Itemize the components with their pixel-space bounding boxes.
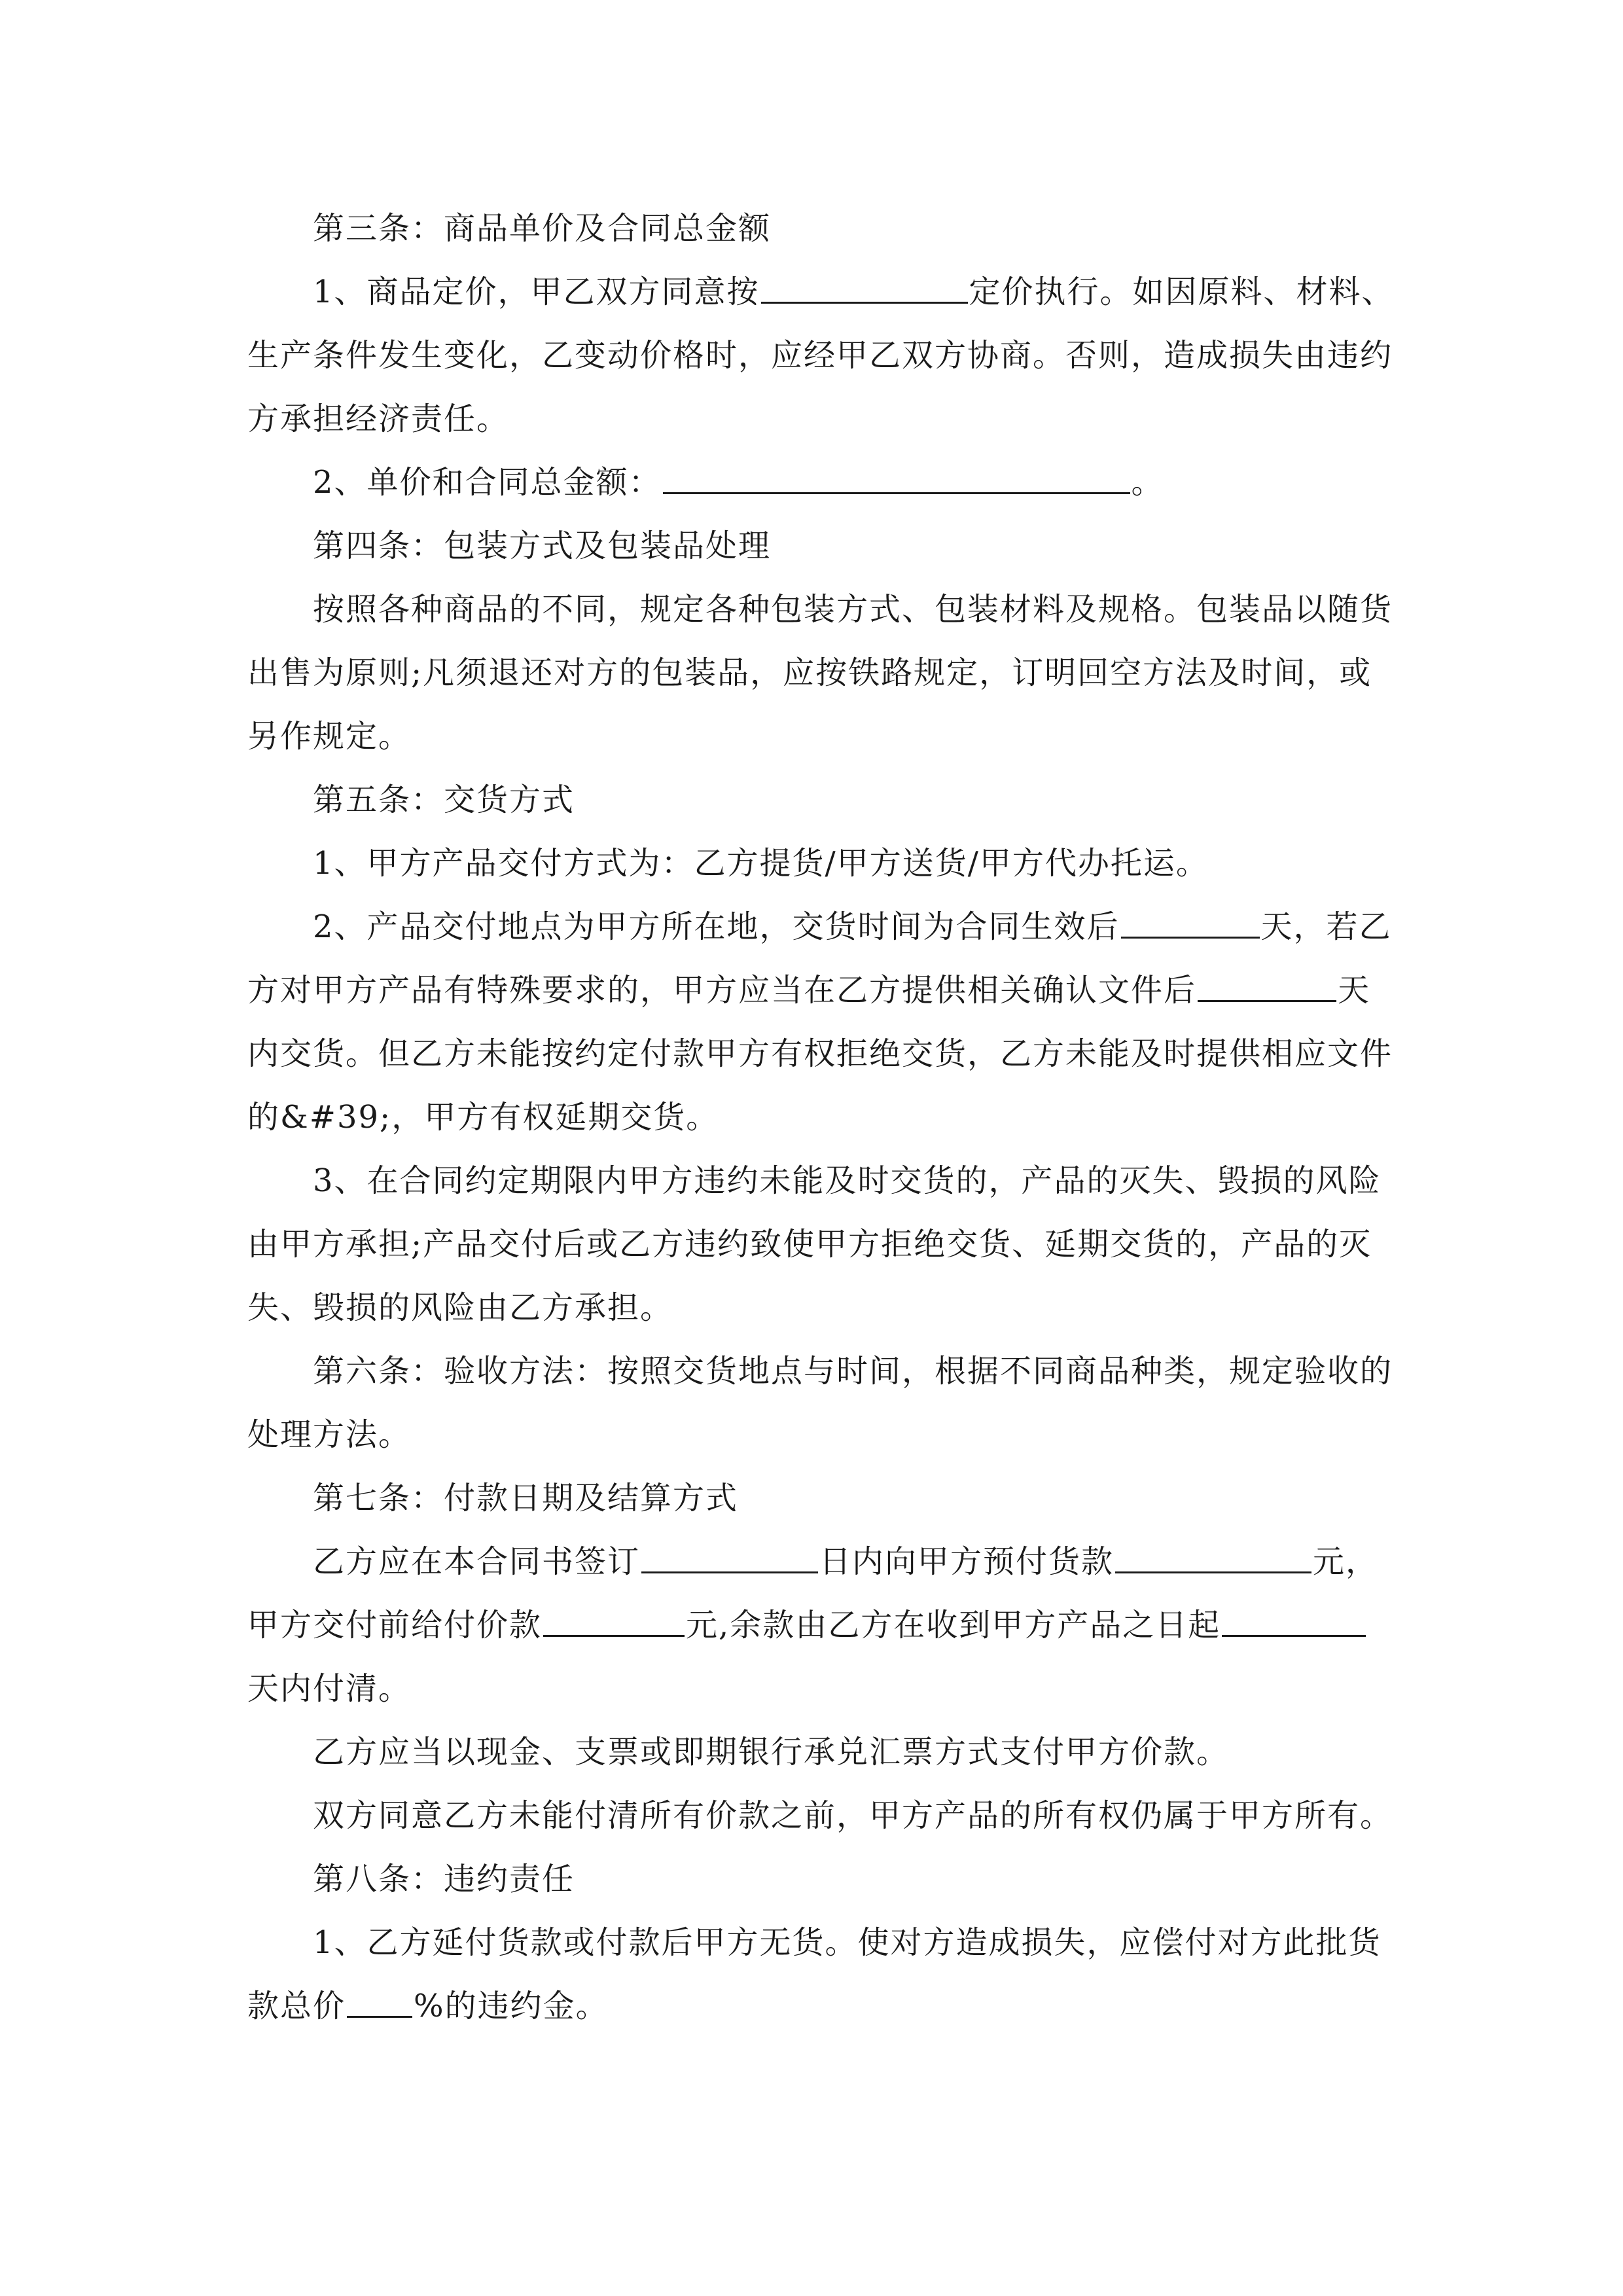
paragraph-line (247, 1085, 1380, 1149)
text: 乙方应在本合同书签订 (313, 1543, 641, 1580)
fill-blank[interactable] (1115, 1530, 1311, 1573)
text: 第六条：验收方法：按照交货地点与时间，根据不同商品种类，规定验收的 (313, 1353, 1393, 1390)
fill-blank[interactable] (663, 450, 1130, 494)
paragraph-line (313, 1149, 1380, 1213)
text: 甲方交付前给付价款 (247, 1607, 543, 1643)
paragraph-line (247, 1657, 1380, 1721)
article-7-heading (313, 1466, 1380, 1530)
text: 内交货。但乙方未能按约定付款甲方有权拒绝交货，乙方未能及时提供相应文件 (247, 1035, 1393, 1072)
article-5-heading (313, 768, 1380, 832)
article-8-heading (313, 1847, 1380, 1911)
fill-blank[interactable] (641, 1530, 818, 1573)
text: 元， (1313, 1543, 1379, 1580)
fill-blank[interactable] (543, 1593, 685, 1637)
text: 另作规定。 (247, 718, 412, 755)
paragraph-line (247, 641, 1380, 705)
text: 方对甲方产品有特殊要求的，甲方应当在乙方提供相关确认文件后 (247, 972, 1197, 1009)
text: 2、产品交付地点为甲方所在地，交货时间为合同生效后 (313, 908, 1120, 945)
paragraph-line (247, 1276, 1380, 1340)
text: 天，若乙 (1260, 908, 1392, 945)
article-4-heading (313, 514, 1380, 578)
paragraph-line (247, 1212, 1380, 1276)
paragraph-line (313, 1910, 1380, 1975)
text: 。 (1131, 464, 1164, 501)
paragraph-line (313, 577, 1393, 641)
text: 出售为原则;凡须退还对方的包装品，应按铁路规定，订明回空方法及时间，或 (247, 655, 1372, 691)
text: 的&#39;，甲方有权延期交货。 (247, 1099, 719, 1136)
text: 第八条：违约责任 (313, 1861, 575, 1897)
article-3-heading (313, 196, 1380, 260)
text: 乙方应当以现金、支票或即期银行承兑汇票方式支付甲方价款。 (313, 1734, 1230, 1770)
text: 1、商品定价，甲乙双方同意按 (313, 274, 760, 310)
fill-blank[interactable] (1198, 958, 1336, 1002)
paragraph-line (313, 260, 1395, 324)
article-6-heading (313, 1339, 1393, 1403)
text: %的违约金。 (414, 1988, 609, 2024)
paragraph-line (247, 1974, 1380, 2038)
text: 1、乙方延付货款或付款后甲方无货。使对方造成损失，应偿付对方此批货 (313, 1924, 1382, 1961)
fill-blank[interactable] (1121, 895, 1260, 939)
paragraph-line (247, 323, 1393, 387)
text: 第五条：交货方式 (313, 781, 575, 818)
text: 方承担经济责任。 (247, 401, 510, 437)
text: 元,余款由乙方在收到甲方产品之日起 (686, 1607, 1221, 1643)
text: 2、单价和合同总金额： (313, 464, 662, 501)
fill-blank[interactable] (347, 1974, 412, 2018)
paragraph-line (247, 704, 1380, 768)
paragraph-line (313, 895, 1392, 959)
text: 天 (1338, 972, 1371, 1009)
text: 3、在合同约定期限内甲方违约未能及时交货的，产品的灭失、毁损的风险 (313, 1162, 1382, 1199)
paragraph-line (313, 831, 1380, 895)
fill-blank[interactable] (761, 260, 968, 304)
text: 失、毁损的风险由乙方承担。 (247, 1289, 673, 1326)
paragraph-line (313, 1720, 1380, 1784)
paragraph-line (247, 387, 1380, 451)
text: 处理方法。 (247, 1416, 412, 1453)
text: 定价执行。如因原料、材料、 (969, 274, 1395, 310)
text: 双方同意乙方未能付清所有价款之前，甲方产品的所有权仍属于甲方所有。 (313, 1797, 1393, 1834)
text: 天内付清。 (247, 1670, 412, 1707)
paragraph-line (247, 958, 1380, 1022)
paragraph-line (313, 1530, 1380, 1594)
text: 日内向甲方预付货款 (819, 1543, 1115, 1580)
paragraph-line (247, 1022, 1393, 1086)
text: 按照各种商品的不同，规定各种包装方式、包装材料及规格。包装品以随货 (313, 591, 1393, 628)
paragraph-line (313, 1784, 1393, 1848)
text: 生产条件发生变化，乙变动价格时，应经甲乙双方协商。否则，造成损失由违约 (247, 337, 1393, 374)
text: 由甲方承担;产品交付后或乙方违约致使甲方拒绝交货、延期交货的，产品的灭 (247, 1226, 1372, 1263)
paragraph-line (247, 1403, 1380, 1467)
text: 第四条：包装方式及包装品处理 (313, 528, 772, 564)
paragraph-line (247, 1593, 1380, 1657)
text: 第三条：商品单价及合同总金额 (313, 210, 772, 247)
paragraph-line (313, 450, 1380, 514)
text: 第七条：付款日期及结算方式 (313, 1480, 739, 1516)
fill-blank[interactable] (1222, 1593, 1366, 1637)
text: 1、甲方产品交付方式为：乙方提货/甲方送货/甲方代办托运。 (313, 845, 1209, 882)
text: 款总价 (247, 1988, 346, 2024)
